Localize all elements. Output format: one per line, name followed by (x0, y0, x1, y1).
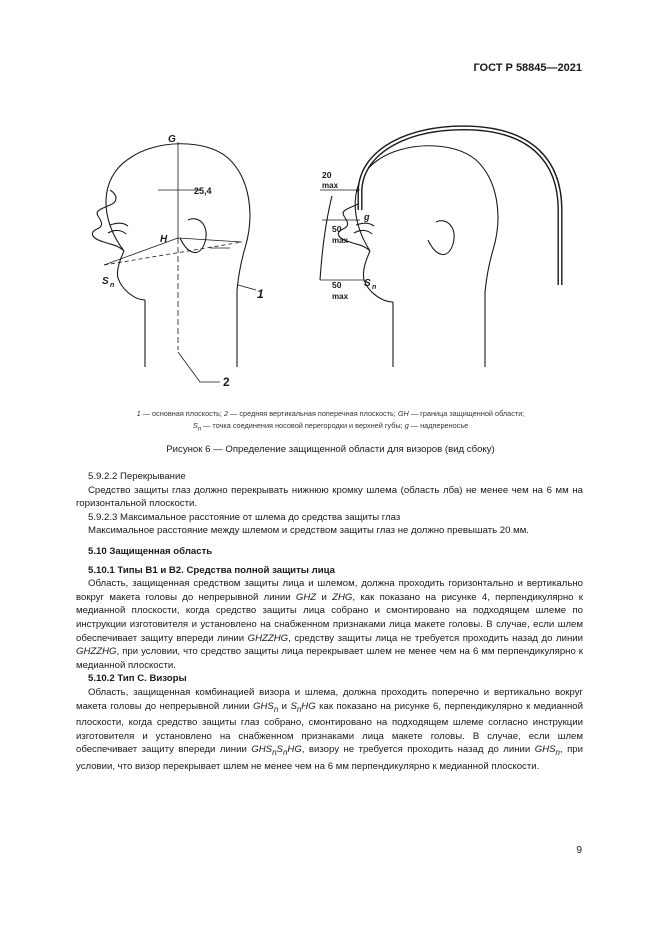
label-sn-right-sub: n (372, 284, 377, 291)
legend-key-sn: S (192, 421, 198, 430)
label-max-2: max (332, 236, 349, 245)
section-5-10-heading: 5.10 Защищенная область (88, 545, 213, 557)
right-ear (428, 221, 454, 255)
label-g-left: G (168, 134, 176, 145)
left-head-outline (92, 144, 250, 367)
legend-text-g: — надпереносье (408, 421, 469, 430)
section-5-10-1-heading: 5.10.1 Типы В1 и В2. Средства полной защиты лица (88, 564, 335, 576)
callout-2-leader (178, 352, 220, 382)
legend-key-1: 1 (136, 409, 141, 418)
helmet-shell (360, 128, 560, 285)
label-h-left: H (160, 234, 168, 245)
paragraph-visors: Область, защищенная комбинацией визора и шлема, должна проходить поперечно и вертикально вокруг макета головы до непрерывной линии $GHS_n$ и $S_nHG$ как показано на рисунке 6, перпендикулярно к медианной плоскости, когда средство защиты глаз собрано, смонтировано на подходящем шлеме согласно инструкции изготовителя и установлено на снабженном признаками лица макете головы. В случае, если шлем обеспечивает защиту впереди линии $GHS_nS_nHG$, визору не требуется проходить назад до линии $GHS_n$, при условии, что визор перекрывает шлем не менее чем на 6 мм перпендикулярно к медианной плоскости. (76, 686, 583, 772)
right-head-chin (363, 251, 393, 302)
callout-1: 1 (257, 287, 264, 301)
callout-2: 2 (223, 375, 230, 389)
label-sn-left-sub: n (110, 282, 115, 289)
figure-legend (80, 408, 581, 435)
visor (320, 196, 332, 280)
left-brow (110, 223, 128, 226)
figure-caption: Рисунок 6 — Определение защищенной области для визоров (вид сбоку) (166, 444, 495, 455)
callout-1-leader (238, 285, 256, 290)
paragraph-full-face: Область, защищенная средством защиты лица и шлемом, должна проходить горизонтально и вертикально вокруг макета головы до непрерывной линии GHZ и ZHG, как показано на рисунке 4, перпендикулярно к медианной плоскости, когда средство защиты лица собрано и смонтировано на подходящем шлеме по инструкции изготовителя и установлено на снабженном признаками лица макете головы. В случае, если шлем обеспечивает защиту впереди линии GHZZHG, средству защиты лица не требуется проходить назад до линии GHZZHG, при условии, что средство защиты лица перекрывает шлем не менее чем на 6 мм перпендикулярно к медианной плоскости. (76, 578, 583, 671)
label-sn-right: S (364, 278, 371, 289)
label-max-1: max (322, 181, 339, 190)
left-eye (108, 230, 126, 234)
basic-plane-line (178, 238, 242, 242)
label-sn-left: S (102, 276, 109, 287)
document-code: ГОСТ Р 58845—2021 (473, 62, 582, 74)
section-5-10-2-heading: 5.10.2 Тип С. Визоры (88, 673, 187, 685)
legend-text-2: — средняя вертикальная поперечная плоскость; (228, 409, 398, 418)
legend-text-1: — основная плоскость; (140, 409, 224, 418)
label-dim-50a: 50 (332, 224, 342, 234)
figure-6 (60, 120, 601, 405)
legend-key-gh: GH (397, 409, 409, 418)
clause-5-9-2-3: 5.9.2.3 Максимальное расстояние от шлема до средства защиты глаз (88, 511, 401, 523)
sn-line (104, 242, 242, 265)
label-max-3: max (332, 292, 349, 301)
head-diagram (60, 120, 601, 405)
label-dim-50b: 50 (332, 280, 342, 290)
body-text (76, 470, 583, 773)
label-dim-20: 20 (322, 170, 332, 180)
paragraph-overlap: Средство защиты глаз должно перекрывать нижнюю кромку шлема (область лба) не менее чем на 6 мм на горизонтальной плоскости. (76, 484, 583, 510)
paragraph-max-distance: Максимальное расстояние между шлемом и средством защиты глаз не должно превышать 20 мм. (88, 525, 529, 537)
legend-key-sn-sub: n (197, 425, 202, 433)
label-g-right: g (364, 212, 370, 222)
right-eye (354, 230, 372, 234)
legend-text-sn: — точка соединения носовой перегородки и верхней губы; (201, 421, 405, 430)
label-dim-254: 25,4 (194, 186, 212, 196)
page-number: 9 (576, 845, 582, 856)
legend-key-2: 2 (223, 409, 229, 418)
legend-text-gh: — граница защищенной области; (408, 409, 525, 418)
legend-key-g: g (404, 421, 409, 430)
clause-5-9-2-2: 5.9.2.2 Перекрывание (88, 471, 186, 482)
left-ear (180, 219, 206, 253)
